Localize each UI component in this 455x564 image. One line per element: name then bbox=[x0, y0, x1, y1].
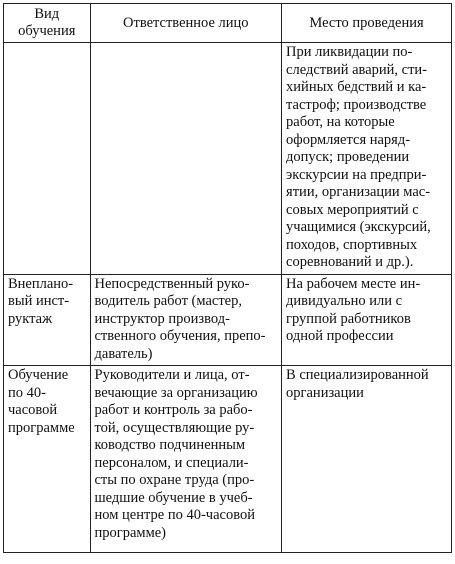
cell-responsible bbox=[90, 43, 282, 275]
cell-text-line: ном центре по 40-часовой bbox=[94, 507, 255, 523]
cell-text-line: В специализированной bbox=[286, 367, 429, 383]
cell-text-line: персоналом, и специали- bbox=[94, 454, 249, 471]
cell-text-line: дивидуально или с bbox=[286, 293, 403, 309]
cell-text-line: учащимися (экскурсий, bbox=[286, 219, 431, 235]
cell-text-line: даватель) bbox=[94, 345, 153, 362]
cell-text-line: сты по охране труда (про- bbox=[94, 472, 255, 488]
cell-text-line: программе) bbox=[94, 524, 167, 541]
cell-text-line: работ и контроль за рабо- bbox=[94, 402, 253, 418]
cell-text-line: оформляется наряд- bbox=[286, 131, 411, 148]
table-header-row bbox=[4, 4, 452, 43]
table-row bbox=[4, 274, 452, 366]
cell-text-line: вый инст- bbox=[8, 293, 70, 309]
cell-text-line: На рабочем месте ин- bbox=[286, 275, 421, 292]
header-kind bbox=[4, 4, 91, 43]
cell-text-line: ководство подчиненным bbox=[94, 437, 246, 453]
cell-text-line: по 40- bbox=[8, 384, 46, 401]
header-responsible-line: Ответственное лицо bbox=[123, 14, 249, 31]
cell-text-line: Обучение bbox=[8, 367, 69, 383]
cell-text-line: шедшие обучение в учеб- bbox=[94, 489, 253, 506]
cell-text-line: соревнований и др.). bbox=[286, 254, 414, 270]
header-kind-line: обучения bbox=[18, 23, 76, 39]
cell-text-line: программе bbox=[8, 419, 75, 436]
cell-text-line: При ликвидации по- bbox=[286, 44, 413, 60]
header-kind-line: Вид bbox=[34, 6, 60, 22]
cell-text-line: экскурсии на предпри- bbox=[286, 166, 427, 183]
cell-place bbox=[282, 43, 452, 275]
cell-text-line: часовой bbox=[8, 402, 58, 418]
cell-text-line: вечающие за организацию bbox=[94, 384, 258, 401]
cell-text-line: Руководители и лица, от- bbox=[94, 367, 250, 383]
cell-text-line: водитель работ (мастер, bbox=[94, 293, 242, 309]
cell-text-line: тастроф; производстве bbox=[286, 96, 427, 113]
cell-text-line: одной профессии bbox=[286, 328, 394, 344]
cell-place bbox=[282, 274, 452, 366]
training-table bbox=[3, 3, 452, 553]
cell-kind bbox=[4, 43, 91, 275]
header-place bbox=[282, 4, 452, 43]
cell-text-line: работ, на которые bbox=[286, 114, 395, 130]
header-place-line: Место проведения bbox=[309, 14, 424, 31]
cell-text-line: следствий аварий, сти- bbox=[286, 61, 428, 78]
cell-text-line: Непосредственный руко- bbox=[94, 275, 250, 292]
cell-text-line: той, осуществляющие ру- bbox=[94, 419, 255, 436]
table-row bbox=[4, 366, 452, 553]
cell-responsible bbox=[90, 366, 282, 553]
header-responsible bbox=[90, 4, 282, 43]
cell-text-line: совых мероприятий с bbox=[286, 201, 419, 218]
cell-kind bbox=[4, 366, 91, 553]
cell-text-line: организации bbox=[286, 384, 364, 401]
cell-responsible bbox=[90, 274, 282, 366]
cell-text-line: хийных бедствий и ка- bbox=[286, 79, 427, 95]
cell-kind bbox=[4, 274, 91, 366]
cell-text-line: группой работников bbox=[286, 310, 411, 327]
cell-text-line: руктаж bbox=[8, 310, 53, 327]
table-row bbox=[4, 43, 452, 275]
cell-text-line: походов, спортивных bbox=[286, 236, 418, 253]
cell-text-line: ятии, организации мас- bbox=[286, 184, 431, 200]
cell-text-line: допуск; проведении bbox=[286, 149, 410, 165]
cell-text-line: ственного обучения, препо- bbox=[94, 328, 266, 344]
cell-place bbox=[282, 366, 452, 553]
cell-text-line: инструктор производ- bbox=[94, 310, 230, 327]
cell-text-line: Внеплано- bbox=[8, 275, 74, 292]
